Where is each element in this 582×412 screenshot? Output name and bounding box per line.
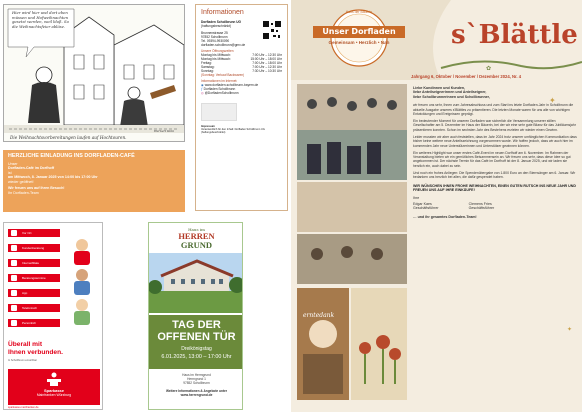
cartoon-speech: Hier wird hier und dort eben müssen und Hofweihnachten gesetzt werden, weil bloß. So die Weihnachtsfeier ablöse. — [12, 10, 69, 29]
hours-day: Samstag: — [201, 65, 215, 69]
sparkasse-row-label: Beratungstermine — [22, 276, 46, 280]
service-icon — [11, 305, 17, 311]
hours-time: 7:00 Uhr – 18:00 Uhr — [252, 61, 282, 65]
poster-headline-2: OFFENEN TÜR — [157, 331, 236, 343]
service-icon — [11, 260, 17, 266]
poster-top: Haus im — [188, 227, 205, 232]
sign-intro: Ihre — [413, 196, 420, 201]
sparkasse-slogan-2: Ihnen verbunden. — [8, 349, 63, 356]
hours-time: 7:00 Uhr – 12:30 Uhr — [252, 65, 282, 69]
hours-time: 7:30 Uhr – 10:30 Uhr — [252, 69, 282, 73]
invite-line-5: wieder geöffnet! — [8, 179, 34, 184]
sparkasse-row-label: Internetfiliale — [22, 261, 40, 265]
info-photo — [201, 103, 237, 121]
sparkasse-row — [8, 304, 60, 312]
sparkasse-row — [8, 274, 60, 282]
logo-top: Haus der Bäuerin — [345, 10, 373, 14]
info-address-5: Tel. 09394-9930090 — [201, 39, 230, 43]
cartoon-signature: Herbert Kinn — [154, 129, 175, 133]
hours-title: Unsere Öffnungszeiten — [201, 49, 234, 53]
info-panel — [195, 4, 288, 211]
invite-line-3: ist — [8, 170, 12, 175]
sparkasse-logo-icon — [41, 372, 67, 386]
invite-line-1: Unser — [8, 161, 18, 166]
sparkasse-brand-box — [8, 369, 100, 405]
wish-text: WIR WÜNSCHEN IHNEN FROHE WEIHNACHTEN, EINEN GUTEN RUTSCH INS NEUE JAHR UND FREUEN UNS AUF IHRE EINKÄUFE! — [413, 183, 576, 193]
paragraph-2: Ein bedeutender Moment für unseren Dorfladen war sicherlich die Versammlung unserer stillen Gesellschafter am 5. Dezember im Haus der Bäuerin, bei der wir eine sehr gute Bilanz für das Jubiläumsjahr präsentieren konnten. Schon im sechsten Jahr des Bestehens erzielen wir wieder einen Gewinn. — [413, 119, 576, 132]
herrengrund-poster — [148, 222, 243, 410]
greeting-3: liebe Schollbrunnerinnen und Schollbrunner, — [413, 94, 490, 99]
hours-list — [201, 53, 282, 73]
invite-closing: Wir freuen uns auf Ihren Besuch! — [8, 186, 65, 191]
sparkasse-row — [8, 259, 60, 267]
invite-line-2: Dorfladen-Café im Dorfhoff — [8, 166, 55, 171]
cafe-invite-box — [3, 150, 185, 212]
poster-headline-1: TAG DER — [172, 319, 221, 331]
newsletter-text — [413, 86, 577, 219]
service-icon — [11, 320, 17, 326]
sparkasse-sub: In Schollbrunn erreichbar — [8, 359, 37, 362]
greeting-1: Liebe Kundinnen und Kunden, — [413, 86, 466, 90]
sparkasse-row-label: Vor Ort — [22, 231, 32, 235]
service-icon — [11, 275, 17, 281]
sparkasse-row-label: Telefonisch — [22, 306, 38, 310]
poster-url[interactable]: www.herrengrund.de — [180, 393, 213, 397]
logo-name: Unser Dorfladen — [313, 26, 405, 38]
sparkasse-brand-1: Sparkasse — [43, 388, 64, 393]
hours-note: (Sonntag: Verkauf Backwaren) — [201, 73, 245, 77]
poster-more: Weitere Informationen & Angebote unter — [165, 389, 228, 393]
sparkasse-brand-2: Mainfranken Würzburg — [36, 393, 72, 397]
facebook-icon: ƒ — [201, 87, 203, 91]
impressum-line-1: Verantwortlich für den Inhalt: Dorfladen Schollbrunn UG — [201, 128, 265, 132]
qr-code-icon — [262, 20, 282, 40]
flowers-photo — [351, 288, 407, 400]
poster-datetime: 6.01.2025, 13:00 – 17:00 Uhr — [161, 354, 232, 360]
newsletter-page — [291, 0, 582, 412]
sprig-icon: ✿ — [486, 65, 492, 72]
greeting-2: liebe Anteilseignerinnen und Anteilseigner, — [413, 90, 487, 95]
paragraph-1: wir freuen uns sehr, Ihnen zum Jahresabschluss und zum Start ins letzte Dorfladen-Jahr in Schollbrunn die aktuelle Ausgabe unseres s'Blättles zu präsentieren. Die letzten Monate waren für uns alle von wichtigen Entwicklungen und Ereignissen geprägt. — [413, 103, 574, 116]
cartoon-panel — [3, 4, 185, 142]
sign-team: … und ihr gesamtes Dorfladen-Team! — [413, 214, 477, 219]
internet-title: Informationen im Internet: — [201, 79, 238, 83]
impressum-title: Impressum — [201, 125, 215, 128]
poster-brand-1: HERREN — [178, 231, 215, 241]
harvest-photo-label: erntedank — [303, 312, 335, 319]
link-website[interactable]: ◉ www.dorfladen-schollbrunn-bayern.de — [201, 83, 259, 87]
hours-time: 15:00 Uhr – 18:00 Uhr — [250, 57, 282, 61]
poster-addr-0: Haus im Herrngrund — [182, 373, 211, 377]
building-photo — [149, 253, 243, 313]
signer-1-role: Geschäftsführer — [413, 206, 439, 211]
paragraph-3: Leider mussten wir aber auch feststellen, dass im Jahr 2024 trotz unserer umfänglichen Kommunikation dass bisher keine weitere neue Anteilszeichnung vorgenommen wurde. Wir hoffen jedoch, dass wir auch hier im kommenden Jahr neue Unterstützerinnen und Unterstützer gewinnen können. — [413, 135, 577, 148]
poster-occasion: Dreikönigstag — [181, 346, 212, 352]
signers — [413, 202, 577, 211]
info-address-6[interactable]: dorfladen.schollbrunn@gmx.de — [201, 43, 246, 47]
service-icon — [11, 230, 17, 236]
newsletter-issue: Jahrgang 6, Oktober / November / Dezember 2024, Nr. 4 — [411, 74, 522, 79]
globe-icon: ◉ — [201, 83, 204, 87]
hours-day: Sonntag: — [201, 69, 214, 73]
invite-heading: HERZLICHE EINLADUNG INS DORFLADEN-CAFÉ — [8, 153, 135, 159]
star-icon-small: ✦ — [567, 327, 573, 333]
info-address-3: Brunnenstrasse 25 — [201, 31, 228, 35]
sparkasse-row-label: Persönlich — [22, 321, 37, 325]
people-illustration — [62, 231, 102, 331]
hours-day: Montag bis Mittwoch: — [201, 57, 231, 61]
sparkasse-slogan-1: Überall mit — [8, 341, 43, 348]
paragraph-4: Ein weiteres Highlight war unser erstes Café-Event im neuen Dorfhoff am 6. November. Im Rahmen der Veranstaltung bieten wir ein gemütliches Beisammensein an. Wir freuen uns sehr, dass diese Idee so gut angekommen ist. Der nächste Termin für das Café im Dorfhoff ist der 8. Januar 2025, und wir laden sie herzlich ein, auch dabei zu sein. — [413, 150, 571, 168]
sparkasse-row — [8, 289, 60, 297]
poster-addr-1: Herrngrund 1 — [187, 377, 206, 381]
paragraph-5: Und noch ein frohes Anliegen: Die Spendenübergabe von 1.800 Euro an den Sternsänger am 6. Januar. Wir bedanken uns herzlich bei allen, die dafür gespendet haben. — [413, 171, 576, 180]
info-title: Informationen — [201, 9, 244, 16]
signer-2-role: Geschäftsführer — [468, 206, 495, 211]
poster-brand-2: GRUND — [180, 240, 213, 250]
link-instagram[interactable]: ◎ @DorfladenSchollbrunn — [201, 91, 239, 95]
signer-1-name: Edgar Kaes — [413, 201, 432, 206]
photo-column — [297, 84, 407, 284]
link-facebook[interactable]: ƒ Dorfladen Schollbrunn — [201, 87, 236, 91]
service-icon — [11, 290, 17, 296]
info-address-0: Dorfladen Schollbrunn UG — [201, 20, 242, 24]
info-address-4: 97852 Schollbrunn — [201, 35, 228, 39]
newsletter-title: s`Blättle — [451, 20, 578, 50]
sparkasse-row — [8, 229, 60, 237]
impressum-line-2: (haftungsbeschränkt) — [201, 131, 226, 135]
hours-time: 7:00 Uhr – 12:30 Uhr — [252, 53, 282, 57]
invite-team: Ihr Dorfladen-Team — [8, 191, 39, 196]
poster-addr-2: 97852 Schollbrunn — [183, 381, 210, 385]
hours-day: Montag bis Mittwoch: — [201, 53, 231, 57]
sparkasse-url[interactable]: sparkasse-mainfranken.de — [8, 406, 39, 409]
signer-2-name: Clemens Fries — [468, 201, 492, 206]
hours-day: Freitag: — [201, 61, 212, 65]
harvest-photo — [297, 288, 349, 400]
instagram-icon: ◎ — [201, 91, 204, 95]
star-icon: ✦ — [549, 96, 556, 105]
sparkasse-row-label: Kundenberatung — [22, 246, 45, 250]
invite-line-4: am Mittwoch, 8. Januar 2025 von 14:00 bis 17:00 Uhr — [8, 175, 98, 180]
info-address-1: (haftungsbeschränkt) — [201, 24, 231, 28]
logo-tagline: Gemeinsam • Herzlich • Nah — [328, 40, 390, 45]
sparkasse-row — [8, 319, 60, 327]
cartoon-caption: Die Weihnachtsvorbereitungen laufen auf Hochtouren. — [10, 135, 127, 140]
sparkasse-row — [8, 244, 60, 252]
sparkasse-ad — [3, 222, 103, 410]
service-icon — [11, 245, 17, 251]
sparkasse-row-label: App — [22, 291, 28, 295]
